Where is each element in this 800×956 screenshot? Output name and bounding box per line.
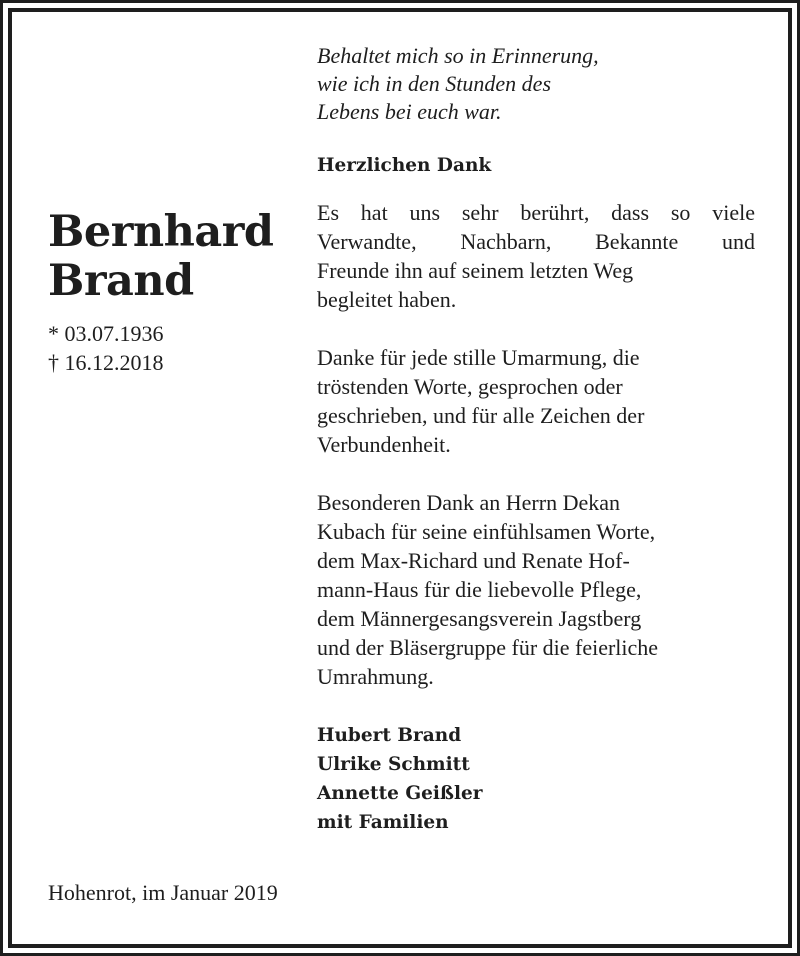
text-line: tröstenden Worte, gesprochen oder (317, 374, 623, 399)
birth-date: * 03.07.1936 (48, 321, 164, 346)
signer-families: mit Familien (317, 812, 449, 833)
deceased-info (48, 208, 298, 377)
motto-line: wie ich in den Stunden des (317, 71, 552, 96)
text-line: Verbundenheit. (317, 432, 451, 457)
motto-quote (317, 42, 755, 126)
text-line: Danke für jede stille Umarmung, die (317, 345, 640, 370)
text-line: Es hat uns sehr berührt, dass so viele (317, 200, 755, 225)
text-line: Kubach für seine einfühlsamen Worte, (317, 519, 656, 544)
text-line: Besonderen Dank an Herrn Dekan (317, 490, 620, 515)
text-line: begleitet haben. (317, 287, 457, 312)
thanks-text-column (317, 42, 755, 837)
text-line: mann-Haus für die liebevolle Pflege, (317, 577, 642, 602)
life-dates (48, 319, 298, 377)
deceased-first-name: Bernhard (48, 207, 274, 257)
paragraph-special-thanks (317, 488, 755, 691)
place-and-date: Hohenrot, im Januar 2019 (48, 880, 278, 905)
deceased-last-name: Brand (48, 256, 194, 306)
death-date: † 16.12.2018 (48, 350, 164, 375)
signer-name: Annette Geißler (317, 783, 483, 804)
signer-name: Hubert Brand (317, 725, 462, 746)
signers-list (317, 721, 755, 837)
text-line: geschrieben, und für alle Zeichen der (317, 403, 645, 428)
motto-line: Behaltet mich so in Erinnerung, (317, 43, 599, 68)
text-line: Verwandte, Nachbarn, Bekannte und (317, 229, 755, 254)
thanks-heading: Herzlichen Dank (317, 155, 492, 176)
text-line: Freunde ihn auf seinem letzten Weg (317, 258, 634, 283)
text-line: dem Männergesangsverein Jagstberg (317, 606, 642, 631)
text-line: und der Bläsergruppe für die feierliche (317, 635, 659, 660)
deceased-name (48, 208, 298, 306)
signer-name: Ulrike Schmitt (317, 754, 470, 775)
paragraph-gratitude (317, 343, 755, 459)
paragraph-condolences (317, 198, 755, 314)
motto-line: Lebens bei euch war. (317, 99, 502, 124)
text-line: dem Max-Richard und Renate Hof- (317, 548, 630, 573)
text-line: Umrahmung. (317, 664, 434, 689)
